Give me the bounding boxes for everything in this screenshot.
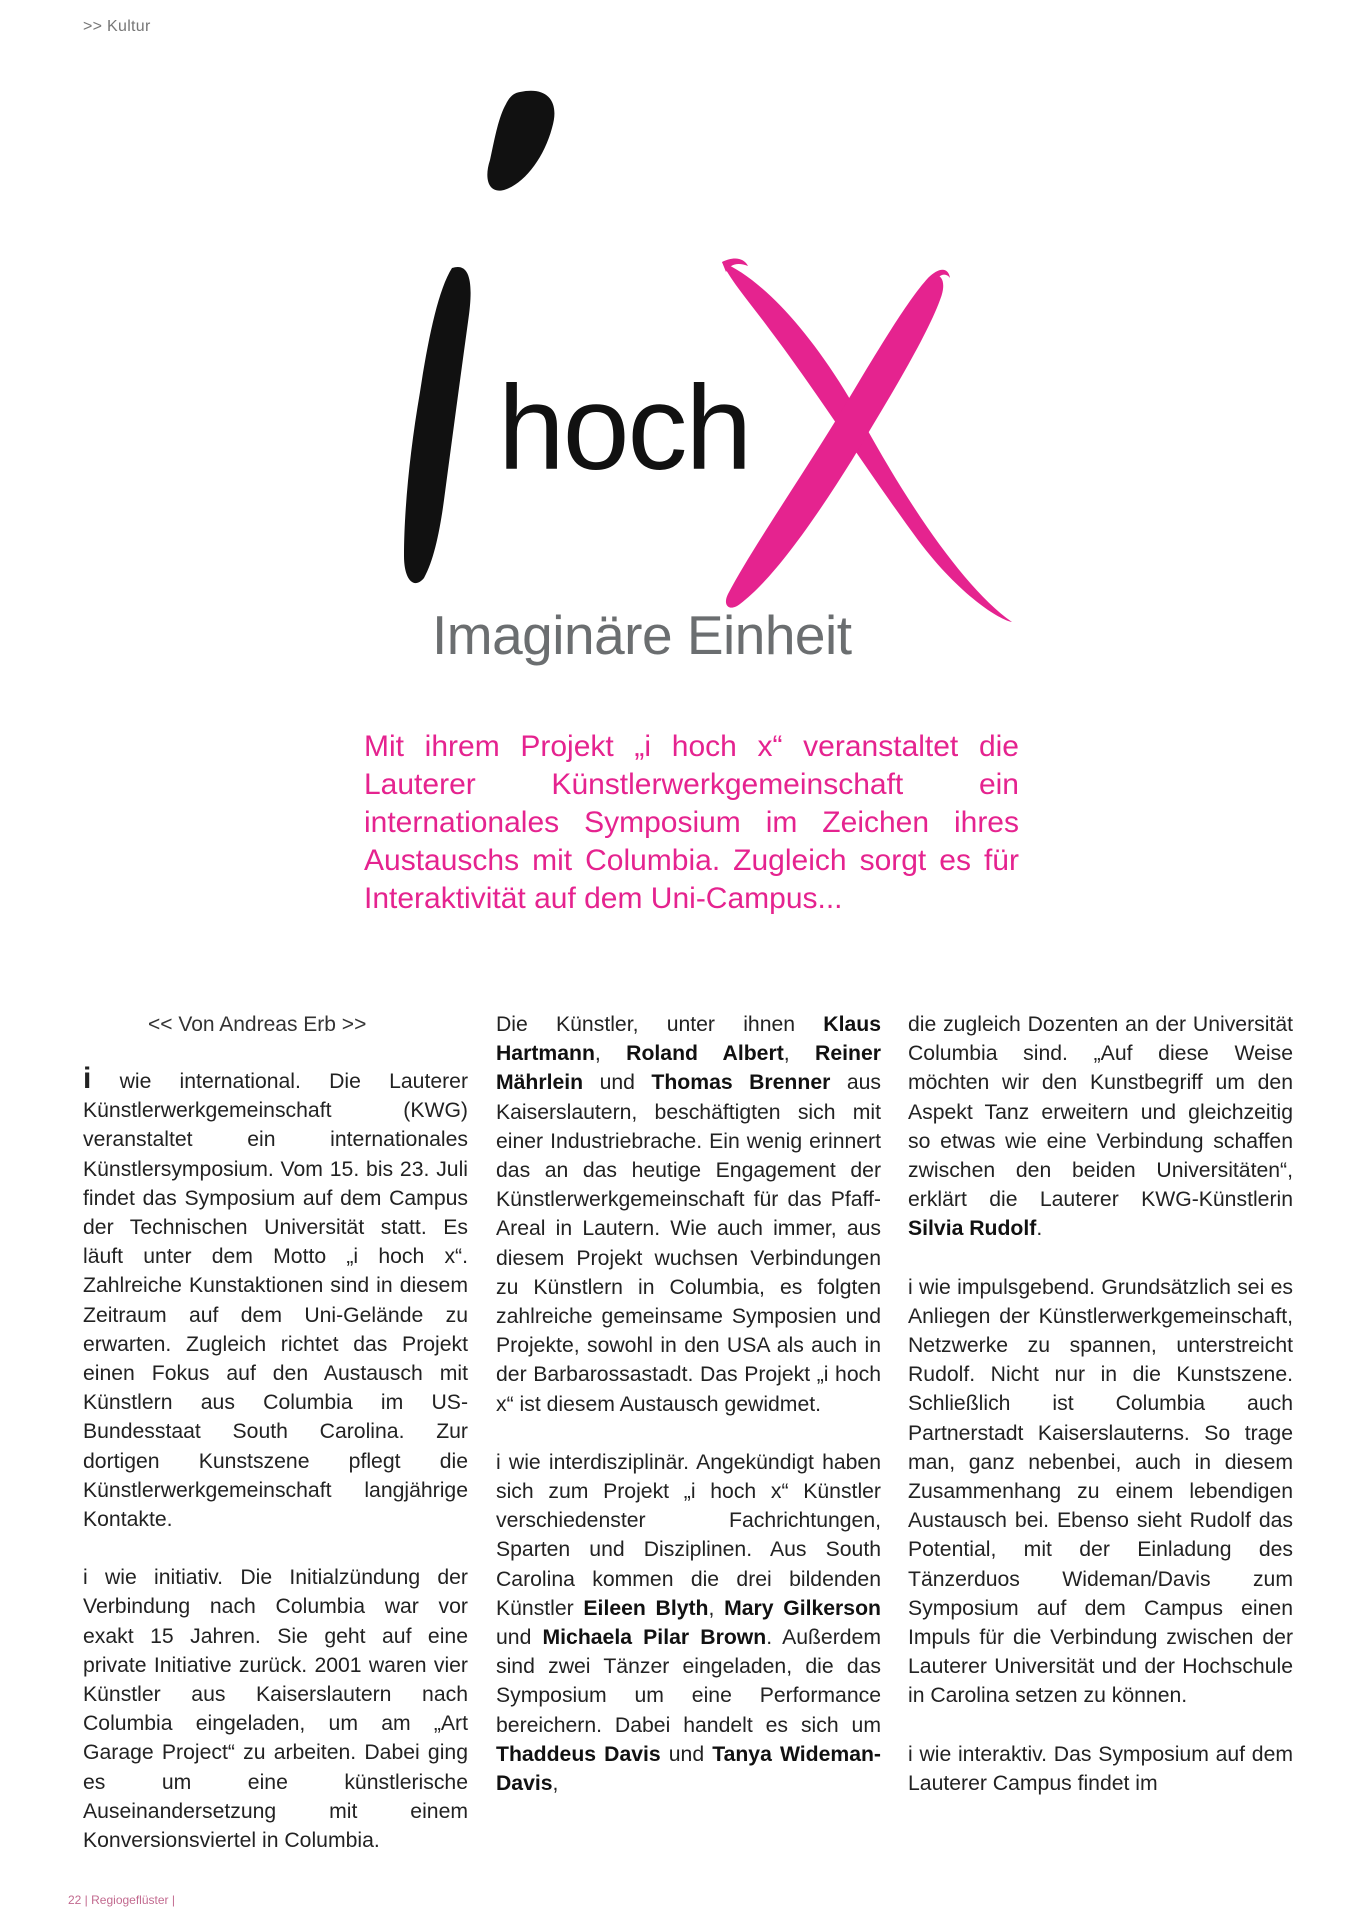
separator: und bbox=[583, 1071, 652, 1095]
paragraph-text: wie international. Die Lauterer Künstlerwerkgemeinschaft (KWG) veranstaltet ein internationales Künstlersymposium. Vom 15. bis 23. Juli findet das Symposium auf dem Campus der Technischen Universität statt. Es läuft unter dem Motto „i hoch x“. Zahlreiche Kunstaktionen sind in diesem Zeitraum auf dem Uni-Gelände zu erwarten. Zugleich richtet das Projekt einen Fokus auf den Austausch mit Künstlern aus Columbia im US-Bundesstaat South Carolina. Zur dortigen Kunstszene pflegt die Künstlerwerkgemeinschaft langjährige Kontakte. bbox=[83, 1070, 469, 1532]
separator: . bbox=[1036, 1217, 1043, 1241]
separator: , bbox=[783, 1042, 816, 1066]
artist-name: Michaela Pilar Brown bbox=[542, 1626, 767, 1650]
i-stem-shape bbox=[404, 267, 471, 583]
artist-name: Roland Albert bbox=[626, 1042, 784, 1066]
article-column-2 bbox=[496, 1010, 881, 1827]
paragraph-interdisziplinaer bbox=[496, 1448, 881, 1798]
artist-name: Mary Gilkerson bbox=[724, 1596, 881, 1620]
paragraph-text: die zugleich Dozenten an der Universität Columbia sind. „Auf diese Weise möchten wir den Kunstbegriff um den Aspekt Tanz erweitern und gleichzeitig so etwas wie eine Verbindung schaffen zwischen den beiden Universitäten“, erklärt die Lauterer KWG-Künstlerin bbox=[908, 1013, 1293, 1212]
paragraph-text: . Außerdem sind zwei Tänzer eingeladen, die das Symposium um eine Performance bereichern. Dabei handelt es sich um bbox=[496, 1626, 881, 1737]
paragraph-text: i wie interdisziplinär. Angekündigt haben sich zum Projekt „i hoch x“ Künstler verschiedenster Fachrichtungen, Sparten und Disziplinen. Aus South Carolina kommen die drei bildenden Künstler bbox=[496, 1450, 881, 1620]
artist-name: Thaddeus Davis bbox=[496, 1742, 661, 1766]
separator: , bbox=[594, 1042, 627, 1066]
page-footer: 22 | Regiogeflüster | bbox=[68, 1893, 175, 1907]
paragraph-interaktiv: i wie interaktiv. Das Symposium auf dem Lauterer Campus findet im bbox=[908, 1742, 1293, 1795]
separator: , bbox=[552, 1772, 559, 1796]
lead-paragraph bbox=[364, 728, 1019, 918]
separator: und bbox=[496, 1626, 543, 1650]
subtitle: Imaginäre Einheit bbox=[432, 604, 852, 666]
article-column-1 bbox=[83, 1062, 469, 1884]
byline: << Von Andreas Erb >> bbox=[148, 1013, 367, 1036]
paragraph-kuenstler bbox=[496, 1010, 881, 1419]
artist-name: Reiner Mährlein bbox=[496, 1042, 881, 1095]
artist-name: Tanya Wideman-Davis bbox=[496, 1742, 881, 1796]
i-hoch-x-logo bbox=[0, 0, 1345, 700]
paragraph-text: Die Künstler, unter ihnen bbox=[496, 1013, 824, 1036]
article-column-3 bbox=[908, 1010, 1293, 1827]
paragraph-impulsgebend: i wie impulsgebend. Grundsätzlich sei es Anliegen der Künstlerwerkgemeinschaft, Netzwerke zu spannen, unterstreicht Rudolf. Nicht nur in die Kunstszene. Schließlich ist Columbia auch Partnerstadt Kaiserslauterns. So trage man, ganz nebenbei, auch in diesem Zusammenhang zu einem lebendigen Austausch bei. Ebenso sieht Rudolf das Potential, mit der Einladung des Tänzerduos Wideman/Davis zum Symposium auf dem Campus einen Impuls für die Verbindung zwischen der Lauterer Universität und der Hochschule in Carolina setzen zu können. bbox=[908, 1275, 1293, 1708]
artist-name: Silvia Rudolf bbox=[908, 1217, 1037, 1241]
lead-text: Mit ihrem Projekt „i hoch x“ veranstaltet die Lauterer Künstlerwerkgemeinschaft ein internationales Symposium im Zeichen ihres Austauschs mit Columbia. Zugleich sorgt es für Interaktivität auf dem Uni-Campus... bbox=[364, 730, 1019, 915]
artist-name: Klaus Hartmann bbox=[496, 1013, 881, 1066]
separator: und bbox=[660, 1742, 713, 1766]
i-dot-shape bbox=[487, 91, 554, 191]
paragraph-international bbox=[83, 1062, 469, 1534]
artist-name: Eileen Blyth bbox=[583, 1596, 709, 1620]
paragraph-initiativ: i wie initiativ. Die Initialzündung der Verbindung nach Columbia war vor exakt 15 Jahren. Sie geht auf eine private Initiative zurück. 2001 waren vier Künstler aus Kaiserslautern nach Columbia eingeladen, um am „Art Garage Project“ zu arbeiten. Dabei ging es um eine künstlerische Auseinandersetzung mit einem Konversionsviertel in Columbia. bbox=[83, 1566, 468, 1853]
logo-word: hoch bbox=[498, 361, 751, 495]
artist-name: Thomas Brenner bbox=[651, 1071, 831, 1095]
x-stroke-2-shape bbox=[726, 275, 943, 607]
paragraph-text: aus Kaiserslautern, beschäftigten sich mit einer Industriebrache. Ein wenig erinnert das an das heutige Engagement der Künstlerwerkgemeinschaft für das Pfaff-Areal in Lautern. Wie auch immer, aus diesem Projekt wuchsen Verbindungen zu Künstlern in Columbia, es folgten zahlreiche gemeinsame Symposien und Projekte, sowohl in den USA als auch in der Barbarossastadt. Das Projekt „i hoch x“ ist diesem Austausch gewidmet. bbox=[496, 1071, 881, 1416]
drop-initial: i bbox=[83, 1062, 92, 1095]
section-label: >> Kultur bbox=[83, 18, 151, 35]
paragraph-dozenten bbox=[908, 1010, 1293, 1244]
separator: , bbox=[708, 1596, 725, 1620]
